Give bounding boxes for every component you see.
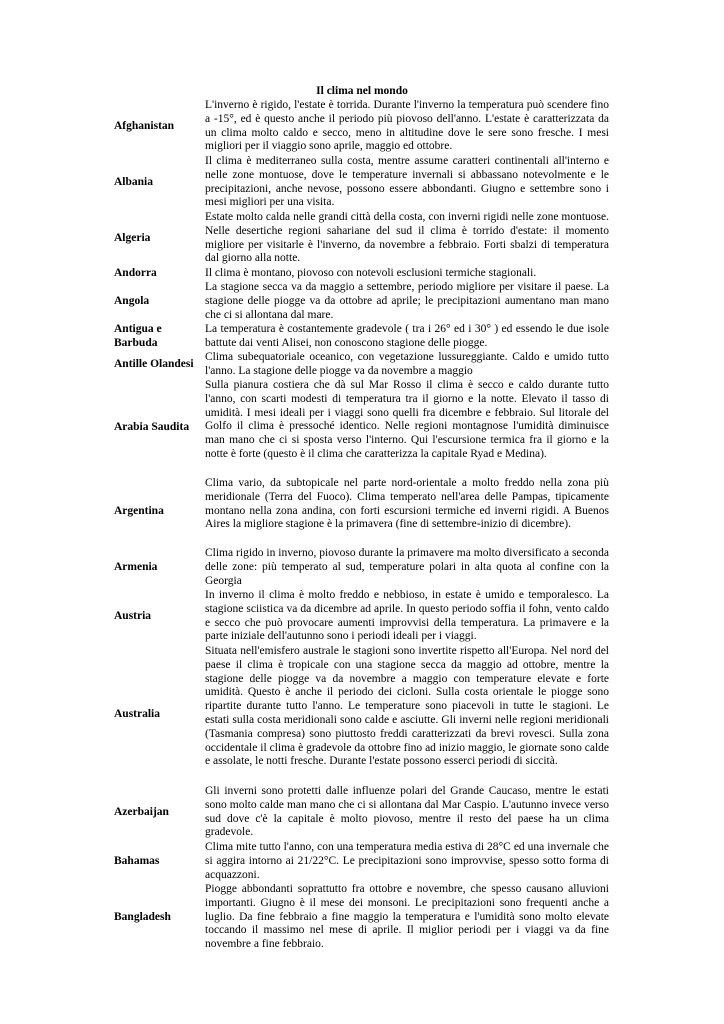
country-name: Arabia Saudita [114,421,190,434]
country-name: Australia [114,708,160,721]
entry-armenia [0,547,724,589]
climate-description: La temperatura è costantemente gradevole ( tra i 26° ed i 30° ) ed essendo le due isole battute dai venti Alisei, non conoscono stagione delle piogge. [205,323,609,349]
entry-antille-olandesi [0,351,724,379]
country-name: Argentina [114,505,164,518]
entry-andorra [0,267,724,281]
climate-description: Estate molto calda nelle grandi città della costa, con inverni rigidi nelle zone montuose. Nelle desertiche regioni sahariane del sud il clima è torrido d'estate: il momento migliore per visitarle è l'inverno, da novembre a febbraio. Forti sbalzi di temperatura dal giorno alla notte. [205,211,609,265]
entry-angola [0,281,724,323]
climate-description: Situata nell'emisfero australe le stagioni sono invertite rispetto all'Europa. Nel nord del paese il clima è tropicale con una stagione secca da maggio ad ottobre, mentre la stagione delle piogge va da novembre a maggio con temperature elevate e forte umidità. Questo è anche il periodo dei cicloni. Sulla costa orientale le piogge sono ripartite durante tutto l'anno. Le temperature sono piacevoli in tutte le stagioni. Le estati sulla costa meridionali sono calde e asciutte. Gli inverni nelle regioni meridionali (Tasmania compresa) sono piuttosto freddi caratterizzati da brevi rovesci. Sulla zona occidentale il clima è gradevole da ottobre fino ad inizio maggio, le giornate sono calde e assolate, le notti fresche. Durante l'estate possono esserci periodi di siccità. [205,645,609,768]
climate-description: Piogge abbondanti soprattutto fra ottobre e novembre, che spesso causano alluvioni importanti. Giugno è il mese dei monsoni. Le precipitazioni sono frequenti anche a luglio. Da fine febbraio a fine maggio la temperatura e l'umidità sono molto elevate toccando il massimo nel mese di aprile. Il miglior periodi per i viaggi va da fine novembre a fine febbraio. [205,883,609,951]
climate-description: Clima vario, da subtopicale nel parte nord-orientale a molto freddo nella zona più meridionale (Terra del Fuoco). Clima temperato nell'area delle Pampas, tipicamente montano nella zona andina, con forti escursioni termiche ed inverni rigidi. A Buenos Aires la migliore stagione è la primavera (fine di settembre-inizio di dicembre). [205,477,609,531]
climate-description: La stagione secca va da maggio a settembre, periodo migliore per visitare il paese. La stagione delle piogge va da ottobre ad aprile; le precipitazioni aumentano man mano che ci si allontana dal mare. [205,281,609,321]
climate-description: Clima subequatoriale oceanico, con vegetazione lussureggiante. Caldo e umido tutto l'anno. La stagione delle piogge va da novembre a maggio [205,351,609,377]
entry-arabia-saudita [0,379,724,477]
entry-austria [0,589,724,645]
country-name: Afghanistan [114,120,175,133]
climate-description: In inverno il clima è molto freddo e nebbioso, in estate è umido e temporalesco. La stagione sciistica va da dicembre ad aprile. In questo periodo soffia il fohn, vento caldo e secco che può provocare aumenti improvvisi della temperatura. La primavere e la parte iniziale dell'autunno sono i periodi ideali per i viaggi. [205,589,609,643]
entry-albania [0,155,724,211]
climate-description: Clima mite tutto l'anno, con una temperatura media estiva di 28°C ed una invernale che si aggira intorno ai 21/22°C. Le precipitazioni sono improvvise, spesso sotto forma di acquazzoni. [205,841,609,881]
country-name: Angola [114,295,150,308]
country-name: Bahamas [114,855,160,868]
entry-afghanistan [0,99,724,155]
entry-azerbaijan [0,785,724,841]
climate-description: Sulla pianura costiera che dà sul Mar Rosso il clima è secco e caldo durante tutto l'anno, con scarti modesti di temperatura tra il giorno e la notte. Elevato il tasso di umidità. I mesi ideali per i viaggi sono quelli fra dicembre e febbraio. Sul litorale del Golfo il clima è pressoché identico. Nelle regioni montagnose l'umidità diminuisce man mano che ci si sposta verso l'interno. Qui l'escursione termica fra il giorno e la notte è forte (questo è il clima che caratterizza la capitale Ryad e Medina). [205,379,609,460]
climate-description: Gli inverni sono protetti dalle influenze polari del Grande Caucaso, mentre le estati sono molto calde man mano che ci si allontana dal Mar Caspio. L'autunno invece verso sud dove c'è la capitale è molto piovoso, mentre il resto del paese ha un clima gradevole. [205,785,609,839]
entry-argentina [0,477,724,547]
country-name: Antille Olandesi [114,358,194,371]
climate-description: Il clima è montano, piovoso con notevoli esclusioni termiche stagionali. [205,267,537,279]
climate-description: Clima rigido in inverno, piovoso durante la primavere ma molto diversificato a seconda delle zone: più temperato al sud, temperature polari in alta quota al confine con la Georgia [205,547,609,587]
country-name: Albania [114,176,153,189]
entry-algeria [0,211,724,267]
country-name: Armenia [114,561,158,574]
entry-bangladesh [0,883,724,953]
country-name: Bangladesh [114,911,171,924]
country-name: Azerbaijan [114,806,169,819]
climate-description: Il clima è mediterraneo sulla costa, mentre assume caratteri continentali all'interno e nelle zone montuose, dove le temperature invernali si abbassano notevolmente e le precipitazioni, anche nevose, possono essere abbondanti. Giugno e settembre sono i mesi migliori per una visita. [205,155,609,209]
country-name: Austria [114,610,152,623]
entry-bahamas [0,841,724,883]
country-name: Algeria [114,232,151,245]
country-name: Andorra [114,267,157,280]
entry-antigua-e-barbuda [0,323,724,351]
page-title: Il clima nel mondo [316,85,408,97]
climate-description: L'inverno è rigido, l'estate è torrida. Durante l'inverno la temperatura può scendere fino a -15°, ed è questo anche il periodo più piovoso dell'anno. L'estate è caratterizzata da un clima molto caldo e secco, meno in altitudine dove le sere sono fresche. I mesi migliori per il viaggio sono aprile, maggio ed ottobre. [205,99,609,153]
entry-australia [0,645,724,785]
country-name: Antigua e Barbuda [114,323,162,349]
